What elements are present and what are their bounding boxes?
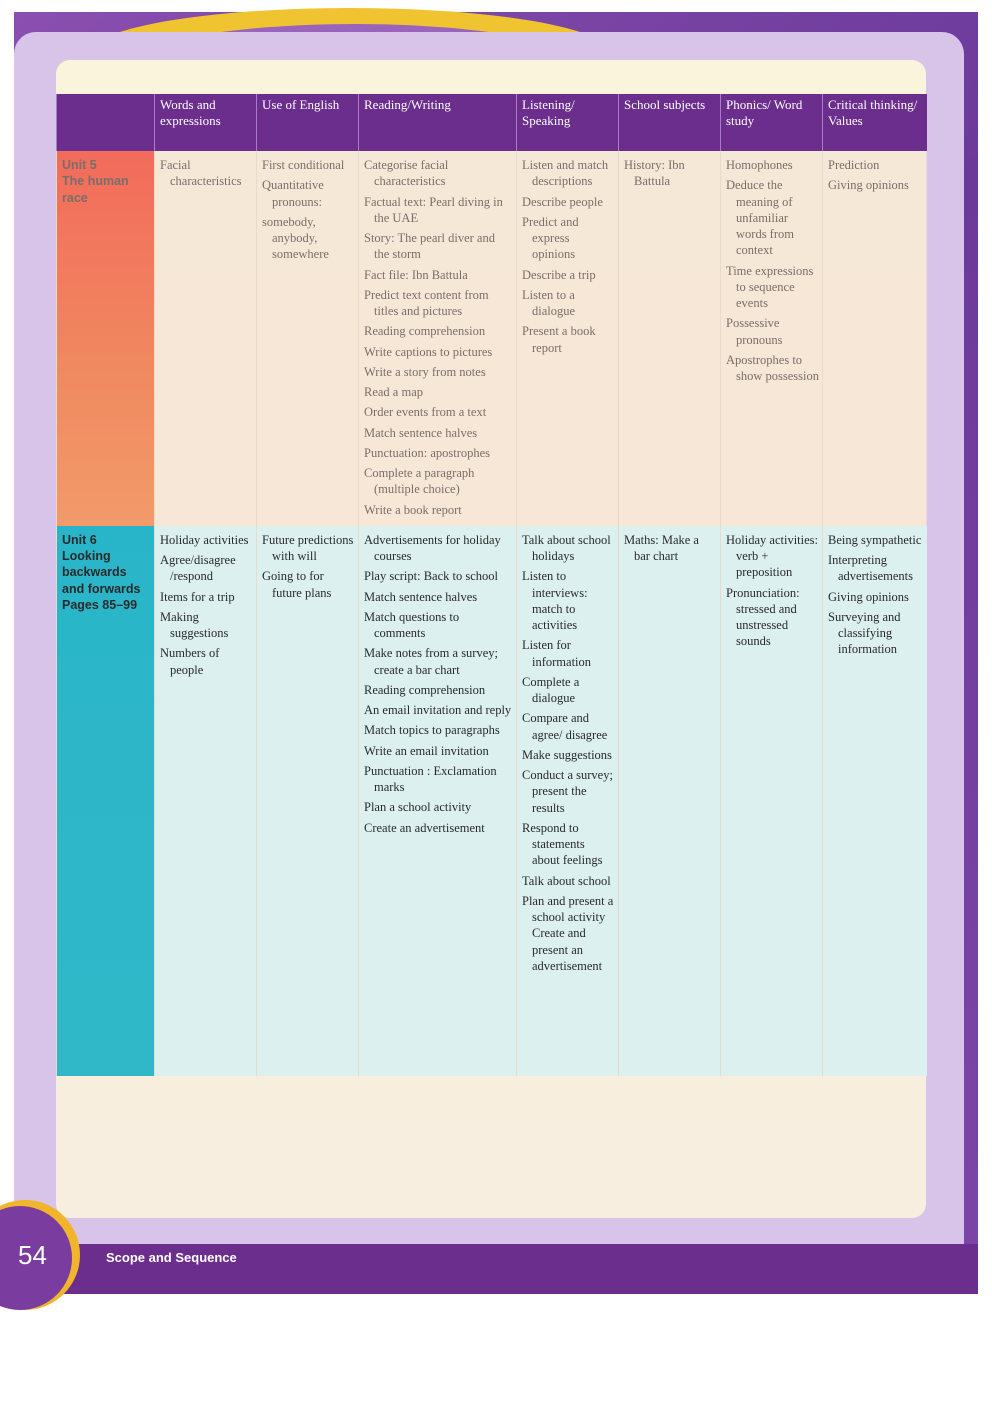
header-cell-words: Words and expressions (155, 94, 257, 151)
list-item: Plan and present a school activity Create and present an advertisement (522, 893, 614, 973)
list-item: Order events from a text (364, 405, 487, 420)
list-item: Match questions to comments (364, 609, 460, 640)
cell-critical (823, 526, 927, 1076)
list-item: Listen for information (522, 638, 592, 669)
list-item: Make suggestions (522, 747, 612, 762)
list-item: Listen and match descriptions (522, 158, 609, 189)
list-item: History: Ibn Battula (624, 158, 685, 189)
cell-subjects (619, 526, 721, 1076)
list-item: Predict and express opinions (522, 214, 579, 262)
table-header-row (57, 94, 927, 151)
list-item: Complete a paragraph (multiple choice) (364, 466, 475, 497)
list-item: Time expressions to sequence events (726, 263, 814, 310)
list-item: Create an advertisement (364, 820, 485, 835)
list-item: Reading comprehension (364, 682, 486, 697)
cell-words (155, 526, 257, 1076)
scope-sequence-table (56, 94, 927, 1076)
list-item: Future predictions with will (262, 532, 354, 563)
list-item: Talk about school (522, 873, 611, 888)
list-item: Story: The pearl diver and the storm (364, 231, 495, 262)
list-item: Talk about school holidays (522, 532, 611, 563)
unit-unit-label: Unit 5 (62, 158, 97, 172)
header-cell-phonics: Phonics/ Word study (721, 94, 823, 151)
list-item: Advertisements for holiday courses (364, 532, 501, 563)
cell-english (257, 526, 359, 1076)
unit-unit-title: Looking backwards and forwards (62, 549, 141, 596)
list-item: Describe people (522, 194, 603, 209)
list-item: somebody, anybody, somewhere (262, 214, 329, 262)
list-item: Homophones (726, 158, 793, 172)
unit-unit-title: The human race (62, 174, 129, 205)
list-item: Punctuation : Exclamation marks (364, 763, 497, 794)
cell-phonics (721, 151, 823, 526)
cell-english (257, 151, 359, 526)
list-item: Match sentence halves (364, 589, 478, 604)
list-item: Possessive pronouns (726, 316, 783, 347)
unit-cell (57, 151, 155, 526)
unit-cell (57, 526, 155, 1076)
list-item: Holiday activities (160, 532, 249, 547)
cell-subjects (619, 151, 721, 526)
list-item: Write captions to pictures (364, 344, 493, 359)
list-item: Complete a dialogue (522, 674, 580, 705)
list-item: Factual text: Pearl diving in the UAE (364, 194, 503, 225)
list-item: Categorise facial characteristics (364, 158, 449, 189)
list-item: Prediction (828, 158, 880, 172)
header-cell-reading: Reading/Writing (359, 94, 517, 151)
cell-reading (359, 526, 517, 1076)
list-item: Pronunciation: stressed and unstressed sounds (726, 585, 800, 649)
list-item: Giving opinions (828, 178, 909, 193)
list-item: Items for a trip (160, 589, 235, 604)
list-item: Maths: Make a bar chart (624, 532, 699, 563)
list-item: Fact file: Ibn Battula (364, 267, 468, 282)
cell-phonics (721, 526, 823, 1076)
list-item: Apostrophes to show possession (726, 352, 819, 383)
cell-listening (517, 151, 619, 526)
header-cell-listening: Listening/ Speaking (517, 94, 619, 151)
list-item: First conditional (262, 158, 345, 172)
list-item: Going to for future plans (262, 569, 332, 600)
header-cell-unit (57, 94, 155, 151)
cell-listening (517, 526, 619, 1076)
list-item: Facial characteristics (160, 158, 242, 189)
list-item: Match sentence halves (364, 425, 478, 440)
list-item: Write a book report (364, 502, 462, 517)
list-item: Write an email invitation (364, 743, 489, 758)
cell-reading (359, 151, 517, 526)
list-item: Compare and agree/ disagree (522, 711, 608, 742)
cell-words (155, 151, 257, 526)
list-item: Giving opinions (828, 589, 909, 604)
list-item: Agree/disagree /respond (160, 553, 236, 584)
header-cell-subjects: School subjects (619, 94, 721, 151)
list-item: Being sympathetic (828, 532, 922, 547)
list-item: Numbers of people (160, 646, 220, 677)
list-item: Play script: Back to school (364, 569, 499, 584)
unit-unit-pages: Pages 85–99 (62, 597, 138, 612)
header-cell-english: Use of English (257, 94, 359, 151)
cell-critical (823, 151, 927, 526)
list-item: Quantitative pronouns: (262, 178, 324, 209)
list-item: Write a story from notes (364, 364, 486, 379)
list-item: Present a book report (522, 324, 596, 355)
list-item: Surveying and classifying information (828, 609, 901, 657)
list-item: Punctuation: apostrophes (364, 445, 491, 460)
list-item: Reading comprehension (364, 324, 486, 339)
list-item: Interpreting advertisements (828, 553, 913, 584)
header-cell-critical: Critical thinking/ Values (823, 94, 927, 151)
table-row (57, 151, 927, 526)
list-item: Listen to a dialogue (522, 287, 576, 318)
list-item: Describe a trip (522, 267, 596, 282)
list-item: An email invitation and reply (364, 703, 512, 717)
list-item: Conduct a survey; present the results (522, 768, 613, 815)
page-number: 54 (18, 1240, 47, 1270)
unit-unit-label: Unit 6 (62, 532, 97, 547)
list-item: Listen to interviews: match to activities (522, 569, 588, 632)
table-row (57, 526, 927, 1076)
list-item: Read a map (364, 385, 424, 399)
list-item: Holiday activities: verb + preposition (726, 532, 818, 580)
list-item: Respond to statements about feelings (522, 820, 603, 868)
list-item: Deduce the meaning of unfamiliar words from context (726, 178, 794, 258)
list-item: Plan a school activity (364, 800, 472, 815)
footer-title: Scope and Sequence (106, 1250, 237, 1265)
list-item: Match topics to paragraphs (364, 723, 500, 738)
list-item: Make notes from a survey; create a bar chart (364, 646, 498, 677)
list-item: Predict text content from titles and pictures (364, 287, 489, 318)
list-item: Making suggestions (160, 609, 229, 640)
